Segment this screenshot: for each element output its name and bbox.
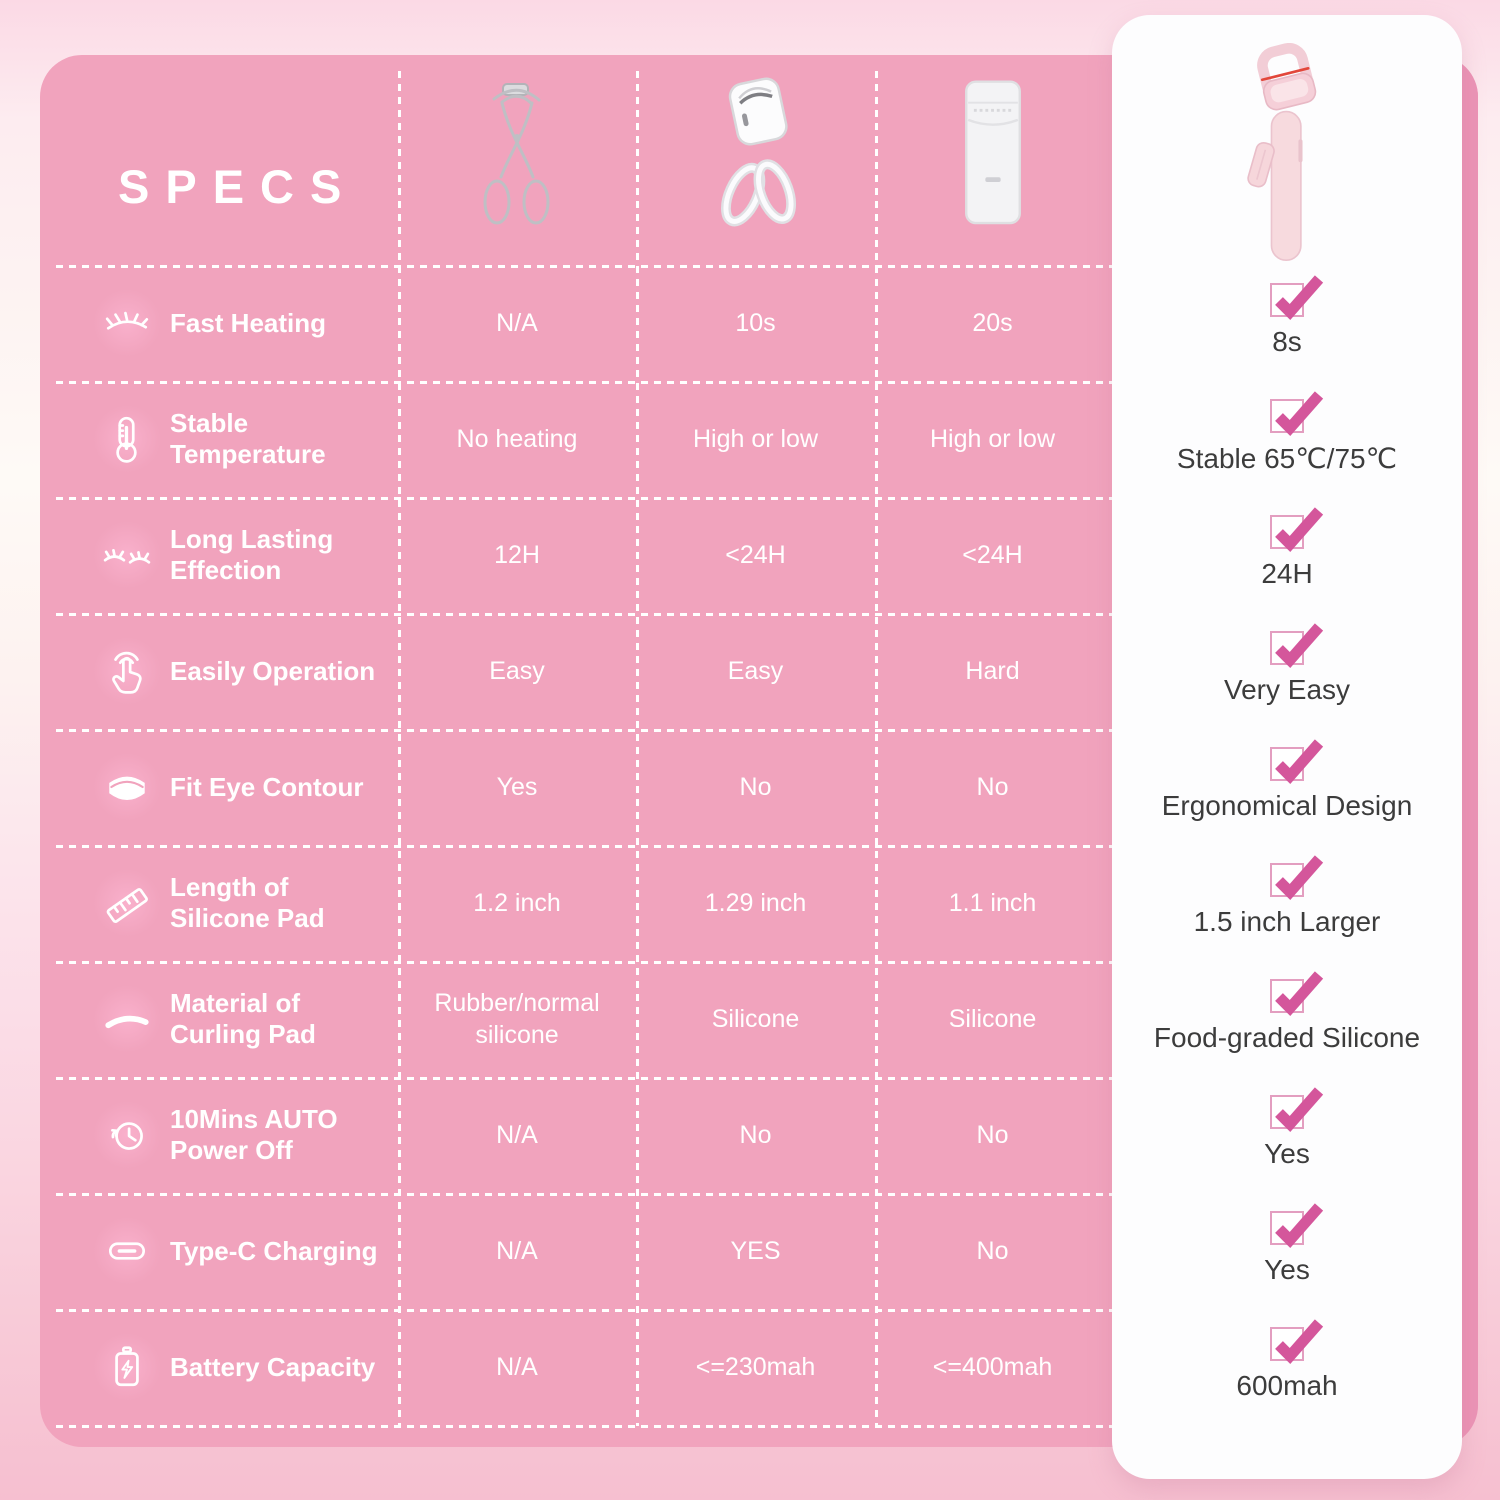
cell-value: No	[976, 1236, 1009, 1265]
cell-value: <=230mah	[695, 1352, 816, 1381]
feature-value: Yes	[1264, 1138, 1310, 1169]
column-header-manual-curler	[398, 55, 636, 265]
table-row	[40, 1077, 1112, 1193]
checked-checkbox-icon	[1270, 863, 1304, 897]
row-label: 10Mins AUTO Power Off	[170, 1104, 338, 1165]
checked-checkbox-icon	[1270, 1095, 1304, 1129]
auto-off-clock-icon	[102, 1110, 152, 1160]
table-row	[40, 961, 1112, 1077]
feature-value: 600mah	[1236, 1370, 1338, 1401]
battery-icon	[102, 1342, 152, 1392]
table-row	[40, 497, 1112, 613]
cell-value: YES	[730, 1236, 781, 1265]
column-header-compact-curler	[875, 55, 1110, 265]
cell-value: N/A	[496, 308, 538, 337]
lashes-icon	[102, 530, 152, 580]
cell-value: Hard	[965, 656, 1020, 685]
cell-value: High or low	[692, 424, 819, 453]
cell-value: 12H	[494, 540, 540, 569]
row-label: Battery Capacity	[170, 1351, 376, 1382]
ruler-icon	[102, 878, 152, 928]
heated-eyelash-curler-image	[700, 71, 812, 249]
type-c-plug-icon	[102, 1226, 152, 1276]
cell-value: <24H	[725, 540, 786, 569]
cell-value: No	[976, 1120, 1009, 1149]
cell-value: 10s	[735, 308, 776, 337]
page-title: SPECS	[118, 160, 358, 213]
feature-item	[1112, 1095, 1462, 1179]
row-label: Stable Temperature	[170, 408, 326, 469]
cell-value: N/A	[496, 1352, 538, 1381]
checked-checkbox-icon	[1270, 631, 1304, 665]
feature-item	[1112, 747, 1462, 831]
row-label: Fit Eye Contour	[170, 771, 364, 802]
featured-product-card	[1112, 15, 1462, 1479]
feature-item	[1112, 515, 1462, 599]
feature-item	[1112, 1327, 1462, 1411]
cell-value: 1.1 inch	[948, 888, 1037, 917]
feature-value: Stable 65℃/75℃	[1176, 443, 1398, 474]
feature-item	[1112, 399, 1462, 483]
feature-value: 24H	[1261, 558, 1313, 589]
cell-value: N/A	[496, 1120, 538, 1149]
row-label: Material of Curling Pad	[170, 988, 316, 1049]
feature-item	[1112, 863, 1462, 947]
checked-checkbox-icon	[1270, 283, 1304, 317]
feature-item	[1112, 1211, 1462, 1295]
table-grid-line	[56, 1425, 1112, 1428]
cell-value: Easy	[489, 656, 545, 685]
row-label: Easily Operation	[170, 655, 376, 686]
compact-heated-curler-image	[943, 74, 1043, 246]
cell-value: Rubber/normal silicone	[434, 988, 600, 1049]
cell-value: Yes	[496, 772, 538, 801]
checked-checkbox-icon	[1270, 747, 1304, 781]
table-row	[40, 1193, 1112, 1309]
feature-value: Very Easy	[1223, 674, 1351, 705]
cell-value: Silicone	[948, 1004, 1037, 1033]
cell-value: No heating	[456, 424, 578, 453]
cell-value: Easy	[727, 656, 784, 685]
checked-checkbox-icon	[1270, 1327, 1304, 1361]
cell-value: High or low	[929, 424, 1056, 453]
cell-value: <24H	[962, 540, 1023, 569]
checked-checkbox-icon	[1270, 399, 1304, 433]
cell-value: No	[976, 772, 1009, 801]
cell-value: No	[739, 772, 772, 801]
table-row	[40, 845, 1112, 961]
feature-value: 1.5 inch Larger	[1193, 906, 1381, 937]
checked-checkbox-icon	[1270, 1211, 1304, 1245]
row-label: Long Lasting Effection	[170, 524, 334, 585]
cell-value: <=400mah	[932, 1352, 1053, 1381]
checked-checkbox-icon	[1270, 979, 1304, 1013]
tap-finger-icon	[102, 646, 152, 696]
feature-value: Ergonomical Design	[1161, 790, 1413, 821]
table-row	[40, 729, 1112, 845]
checked-checkbox-icon	[1270, 515, 1304, 549]
row-label: Type-C Charging	[170, 1235, 378, 1266]
row-label: Fast Heating	[170, 307, 327, 338]
cell-value: Silicone	[711, 1004, 800, 1033]
feature-item	[1112, 631, 1462, 715]
feature-item	[1112, 979, 1462, 1063]
feature-item	[1112, 283, 1462, 367]
cell-value: 1.29 inch	[704, 888, 807, 917]
cell-value: N/A	[496, 1236, 538, 1265]
cell-value: No	[739, 1120, 772, 1149]
cell-value: 20s	[972, 308, 1013, 337]
manual-eyelash-curler-image	[469, 75, 565, 245]
eyelash-icon	[102, 298, 152, 348]
column-header-heated-curler	[636, 55, 875, 265]
feature-value: Yes	[1264, 1254, 1310, 1285]
thermometer-icon	[102, 414, 152, 464]
featured-product-image	[1112, 43, 1462, 288]
cell-value: 1.2 inch	[473, 888, 561, 917]
table-row	[40, 381, 1112, 497]
table-row	[40, 265, 1112, 381]
row-label: Length of Silicone Pad	[170, 872, 325, 933]
table-row	[40, 1309, 1112, 1425]
table-row	[40, 613, 1112, 729]
feature-value: 8s	[1272, 326, 1302, 357]
feature-value: Food-graded Silicone	[1153, 1022, 1421, 1053]
curve-swoosh-icon	[102, 994, 152, 1044]
silicone-pad-icon	[102, 762, 152, 812]
